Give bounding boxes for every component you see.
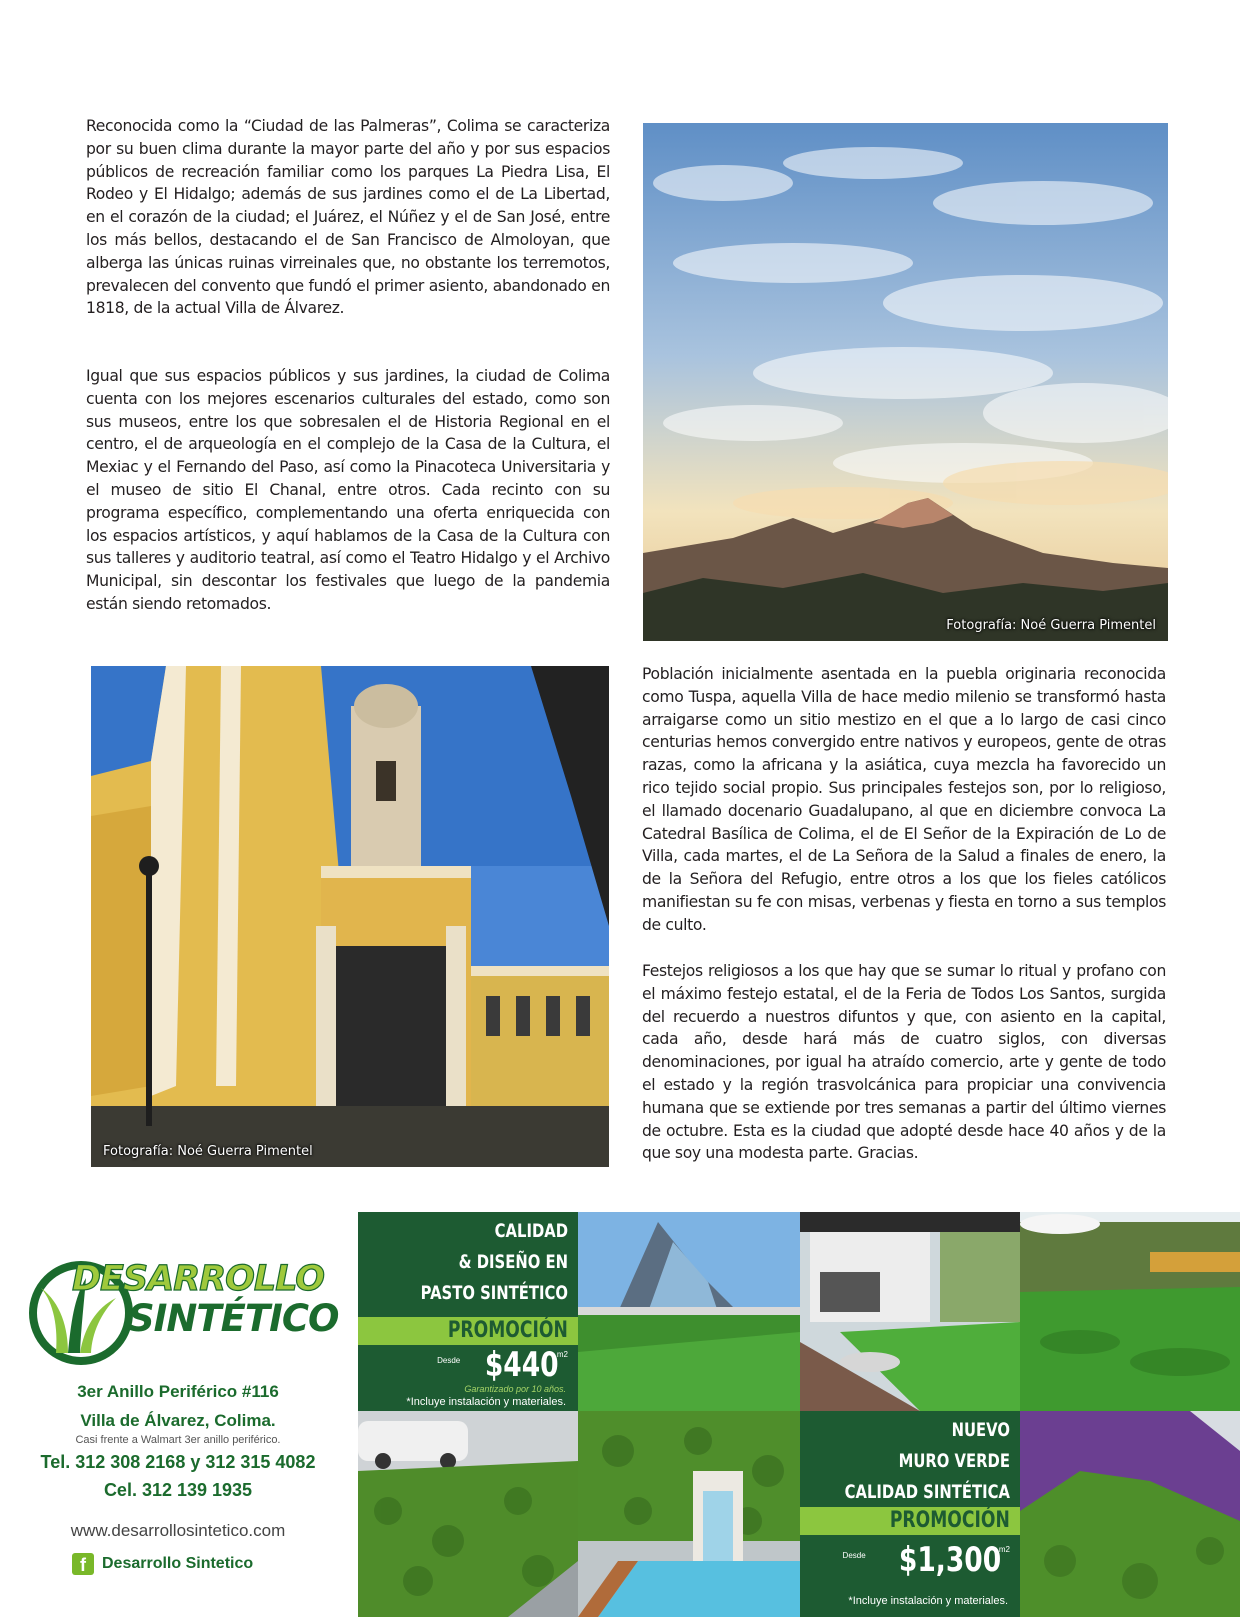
photo-credit: Fotografía: Noé Guerra Pimentel <box>103 1144 313 1159</box>
advertiser-contact-block <box>0 1212 356 1617</box>
price-value: $440 <box>485 1345 559 1385</box>
promo-panel-green-wall <box>800 1411 1020 1617</box>
website-link[interactable]: www.desarrollosintetico.com <box>70 1521 286 1540</box>
promo-label: PROMOCIÓN <box>890 1508 1010 1533</box>
promo-banner <box>358 1317 578 1345</box>
promo-panel-turf <box>358 1212 578 1411</box>
promo-label: PROMOCIÓN <box>448 1318 568 1343</box>
promo-headline <box>845 1415 1010 1508</box>
price-from-label: Desde <box>437 1356 461 1365</box>
guarantee-note: Garantizado por 10 años. <box>464 1384 566 1394</box>
headline-line: & DISEÑO EN <box>458 1251 568 1273</box>
price-row <box>437 1346 568 1384</box>
installation-note: *Incluye instalación y materiales. <box>406 1396 566 1408</box>
price-value: $1,300 <box>898 1540 1001 1580</box>
facebook-link[interactable] <box>72 1552 253 1576</box>
hedge-car-photo <box>358 1411 578 1617</box>
logo-wordmark-line2: SINTÉTICO <box>128 1297 339 1340</box>
installation-note: *Incluye instalación y materiales. <box>848 1595 1008 1607</box>
address-line-2: Villa de Álvarez, Colima. <box>80 1411 276 1430</box>
photo-credit: Fotografía: Noé Guerra Pimentel <box>946 618 1156 633</box>
pool-wall-photo <box>578 1411 800 1617</box>
price-unit: m2 <box>998 1545 1010 1554</box>
price-unit: m2 <box>556 1350 568 1359</box>
headline-line: NUEVO <box>951 1419 1010 1441</box>
phone-numbers: Tel. 312 308 2168 y 312 315 4082 <box>40 1452 316 1472</box>
address-line-1: 3er Anillo Periférico #116 <box>77 1382 279 1401</box>
facebook-icon: f <box>72 1553 94 1575</box>
patio-turf-photo <box>800 1212 1020 1411</box>
cathedral-photo <box>91 666 609 1167</box>
advertisement <box>0 1212 1240 1617</box>
headline-line: CALIDAD <box>494 1220 568 1242</box>
price-row <box>843 1541 1010 1579</box>
cell-number: Cel. 312 139 1935 <box>103 1480 253 1500</box>
logo-wordmark-line1: DESARROLLO <box>72 1259 325 1299</box>
article-paragraph-3: Población inicialmente asentada en la puebla originaria reconocida como Tuspa, aquella Villa de hace medio milenio se transformó hasta arraigarse como un sitio mestizo en el que a lo largo de casi cinco centurias hemos convergido entre nativos y europeos, gente de otras razas, como la africana y la asiática, cuya mezcla ha favorecido un rico tejido social propio. Sus principales festejos son, por lo religioso, el llamado docenario Guadalupano, al que en diciembre convoca La Catedral Basílica de Colima, el de El Señor de la Expiración de Lo de Villa, cada martes, el de La Señora de la Salud a finales de enero, la de la Señora del Refugio, entre otros a los que los fieles católicos manifiestan su fe con misas, verbenas y fiesta en torno a sus templos de culto. <box>642 665 1166 934</box>
address-note: Casi frente a Walmart 3er anillo periférico. <box>75 1434 281 1446</box>
price-from-label: Desde <box>842 1551 866 1560</box>
article-paragraph-2: Igual que sus espacios públicos y sus jardines, la ciudad de Colima cuenta con los mejores escenarios culturales del estado, como son sus museos, entre los que sobresalen el de Historia Regional en el centro, el de arqueología en el complejo de la Casa de la Cultura, el Mexiac y el Fernando del Paso, así como la Pinacoteca Universitaria y el museo de sitio El Chanal, entre otros. Cada recinto con su programa específico, complementando una oferta enriquecida con los espacios artísticos, y aquí hablamos de la Casa de la Cultura con sus talleres y auditorio teatral, así como el Teatro Hidalgo y el Archivo Municipal, sin descontar los festivales que luego de la pandemia están siendo retomados. <box>86 367 610 613</box>
headline-line: CALIDAD SINTÉTICA <box>844 1481 1010 1503</box>
purple-green-wall-photo <box>1020 1411 1240 1617</box>
church-lawn-photo <box>578 1212 800 1411</box>
article-paragraph-1: Reconocida como la “Ciudad de las Palmeras”, Colima se caracteriza por su buen clima durante la mayor parte del año y por sus espacios públicos de recreación familiar como los parques La Piedra Lisa, El Rodeo y El Hidalgo; además de sus jardines como el de La Libertad, en el corazón de la ciudad; el Juárez, el Núñez y el de San José, entre los más bellos, destacando el de San Francisco de Almoloyan, que alberga las únicas ruinas virreinales que, no obstante los terremotos, prevalecen del convento que fundó el primer asiento, abandonado en 1818, de la actual Villa de Álvarez. <box>86 117 610 318</box>
headline-line: MURO VERDE <box>898 1450 1010 1472</box>
promo-headline <box>421 1216 568 1309</box>
volcano-photo <box>643 123 1168 641</box>
headline-line: PASTO SINTÉTICO <box>420 1282 568 1304</box>
article-paragraph-4: Festejos religiosos a los que hay que se sumar lo ritual y profano con el máximo festejo estatal, el de la Feria de Todos Los Santos, surgida del recuerdo a nuestros difuntos y que, con asiento en la capital, cada año, desde hará más de cuatro siglos, con diversas denominaciones, por igual ha atraído comercio, arte y gente de todo el estado y la región trasvolcánica para propiciar una convivencia humana que se extiende por tres semanas a partir del último viernes de octubre. Esta es la ciudad que adopté desde hace 40 años y de la que soy una modesta parte. Gracias. <box>642 962 1166 1163</box>
garden-lawn-photo <box>1020 1212 1240 1411</box>
promo-banner <box>800 1507 1020 1535</box>
facebook-label: Desarrollo Sintetico <box>102 1555 254 1572</box>
